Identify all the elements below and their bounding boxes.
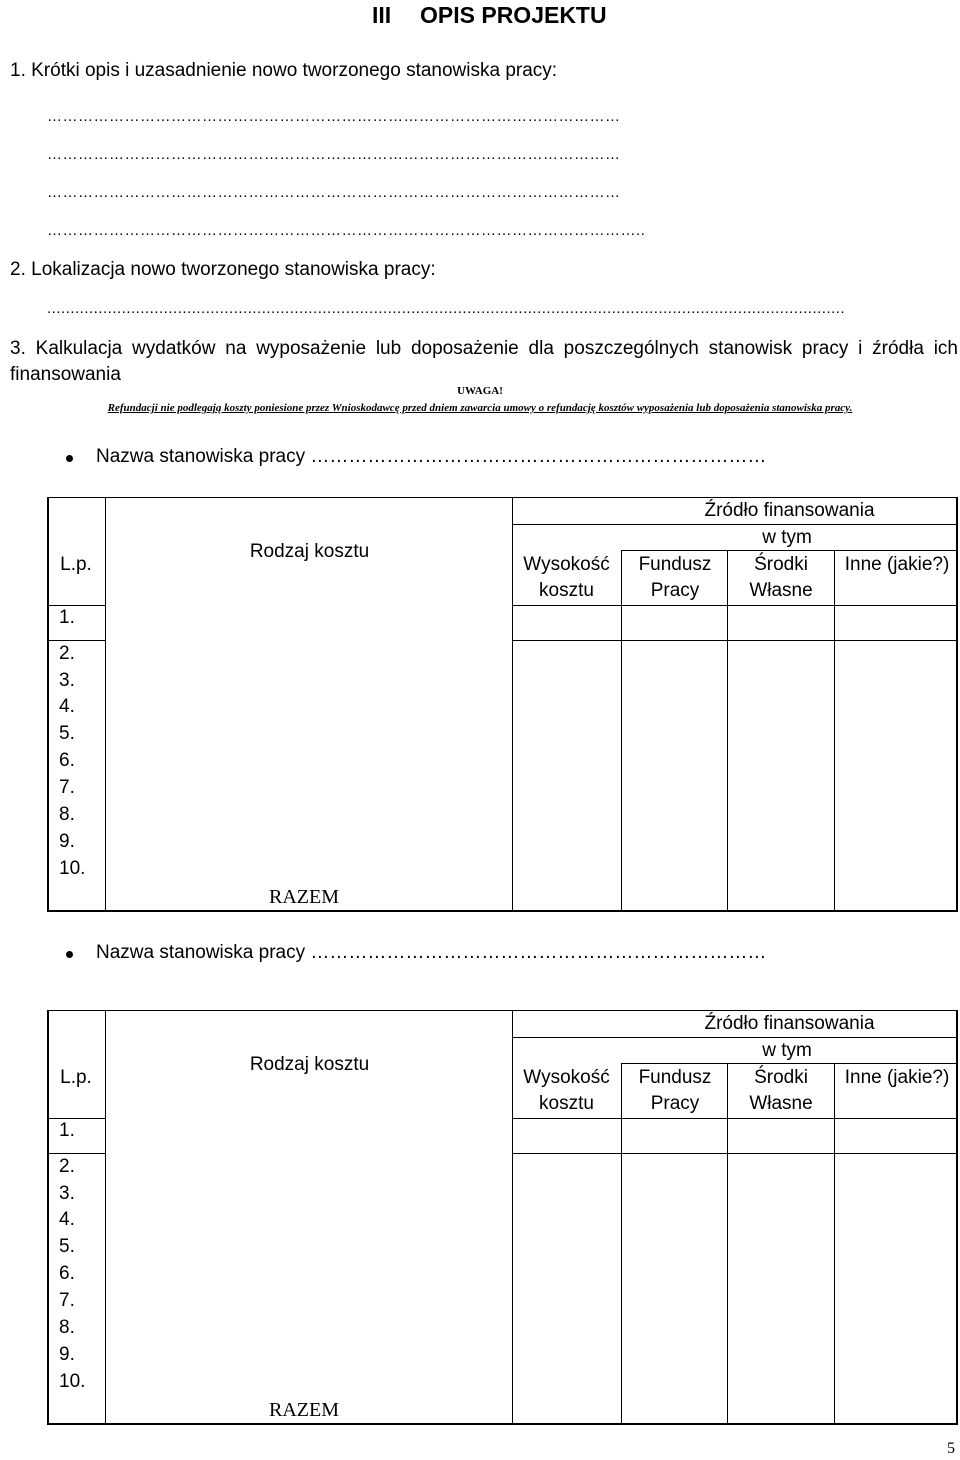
- row-number: 5.: [59, 1236, 75, 1257]
- row-number: 2.: [59, 1156, 75, 1177]
- cost-table-2: [47, 1010, 958, 1425]
- row-number: 7.: [59, 1290, 75, 1311]
- col-header-lp: L.p.: [60, 554, 92, 575]
- row-number: 6.: [59, 750, 75, 771]
- notice-text: Refundacji nie podlegają koszty poniesione przez Wnioskodawcę przed dniem zawarcia umowy o refundację kosztów wyposażenia lub doposażenia stanowiska pracy.: [107, 402, 853, 414]
- row-number: 1.: [59, 1120, 75, 1141]
- total-label: RAZEM: [269, 886, 339, 908]
- bullet-icon: [66, 455, 73, 462]
- section3-label: 3. Kalkulacja wydatków na wyposażenie lub doposażenie dla poszczególnych stanowisk pracy i źródła ich finansowania: [10, 338, 958, 385]
- col-header-wysokosc: Wysokość kosztu: [523, 554, 610, 601]
- row-number: 2.: [59, 643, 75, 664]
- row-number: 10.: [59, 1371, 86, 1392]
- row-number: 5.: [59, 723, 75, 744]
- col-header-wtym: w tym: [762, 1040, 812, 1061]
- row-number: 7.: [59, 777, 75, 798]
- position-name-2: [96, 942, 766, 964]
- col-header-wtym: w tym: [762, 527, 812, 548]
- col-header-srodki: Środki Własne: [749, 1067, 813, 1114]
- row-number: 9.: [59, 1344, 75, 1365]
- col-header-fundusz: Fundusz Pracy: [638, 554, 712, 601]
- section1-line-3: …………………………………………………………………………………………………: [47, 184, 621, 201]
- page-title: OPIS PROJEKTU: [420, 2, 607, 28]
- row-number: 8.: [59, 1317, 75, 1338]
- row-number: 9.: [59, 831, 75, 852]
- col-header-inne: Inne (jakie?): [844, 1067, 950, 1088]
- col-header-inne: Inne (jakie?): [844, 554, 950, 575]
- row-number: 8.: [59, 804, 75, 825]
- bullet-icon: [66, 951, 73, 958]
- position-name-1: [96, 446, 766, 468]
- section1-line-1: …………………………………………………………………………………………………: [47, 108, 621, 125]
- section1-line-2: …………………………………………………………………………………………………: [47, 146, 621, 163]
- row-number: 3.: [59, 670, 75, 691]
- row-number: 10.: [59, 858, 86, 879]
- row-number: 6.: [59, 1263, 75, 1284]
- col-header-rodzaj: Rodzaj kosztu: [249, 1054, 370, 1075]
- section1-line-4: ……………………………………………………………………………………………………..: [47, 222, 646, 239]
- total-label: RAZEM: [269, 1399, 339, 1421]
- section1-label: 1. Krótki opis i uzasadnienie nowo tworzonego stanowiska pracy:: [10, 60, 558, 81]
- col-header-zrodlo: Źródło finansowania: [704, 1013, 875, 1034]
- col-header-wysokosc: Wysokość kosztu: [523, 1067, 610, 1114]
- col-header-srodki: Środki Własne: [749, 554, 813, 601]
- row-number: 4.: [59, 1209, 75, 1230]
- col-header-zrodlo: Źródło finansowania: [704, 500, 875, 521]
- col-header-fundusz: Fundusz Pracy: [638, 1067, 712, 1114]
- position-name-label: Nazwa stanowiska pracy ………………………………………………………………: [96, 942, 767, 963]
- cost-table-1: [47, 497, 958, 912]
- row-number: 4.: [59, 696, 75, 717]
- notice-heading: UWAGA!: [457, 385, 503, 397]
- page-number: 5: [947, 1440, 955, 1457]
- row-number: 3.: [59, 1183, 75, 1204]
- section-roman-numeral: III: [372, 2, 392, 28]
- section2-label: 2. Lokalizacja nowo tworzonego stanowiska pracy:: [10, 259, 436, 280]
- col-header-rodzaj: Rodzaj kosztu: [249, 541, 370, 562]
- position-name-label: Nazwa stanowiska pracy ………………………………………………………………: [96, 446, 767, 467]
- row-number: 1.: [59, 607, 75, 628]
- section2-line: ...........................................................................................................................................................................: [47, 300, 846, 317]
- col-header-lp: L.p.: [60, 1067, 92, 1088]
